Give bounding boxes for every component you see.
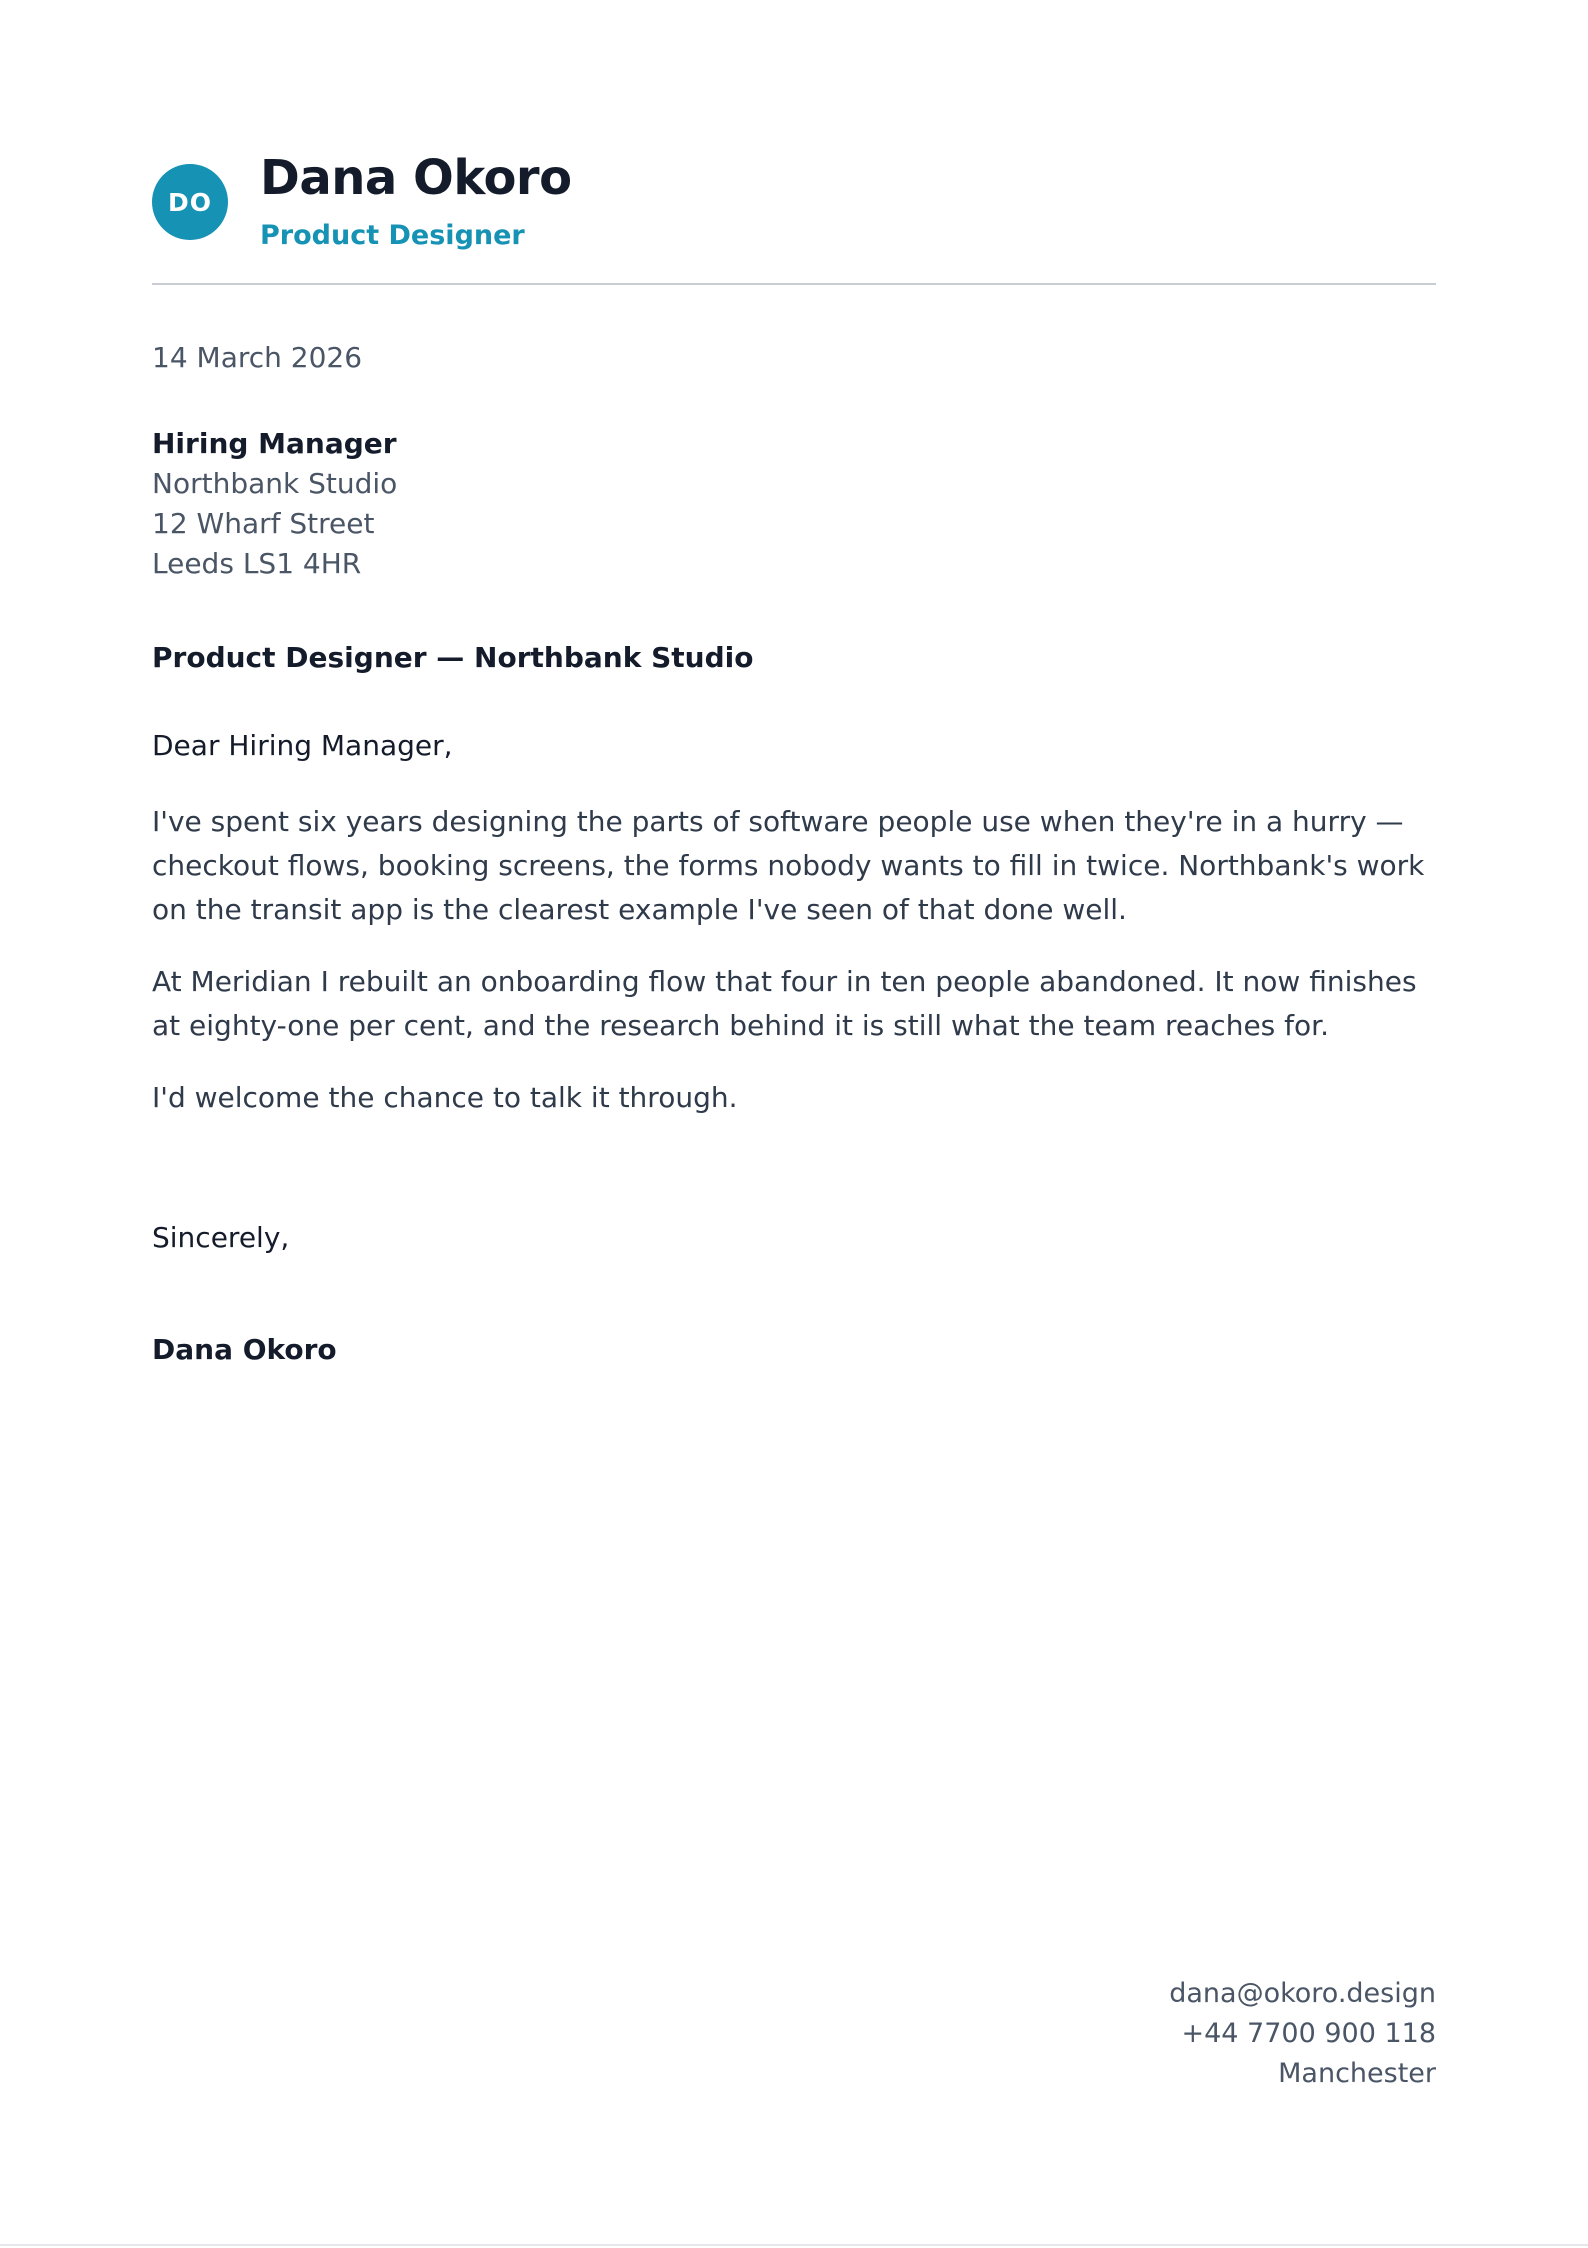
signature-name: Dana Okoro bbox=[152, 1333, 337, 1366]
salutation: Dear Hiring Manager, bbox=[152, 729, 453, 762]
letter-subject: Product Designer — Northbank Studio bbox=[152, 641, 754, 674]
body-paragraph: I've spent six years designing the parts of software people use when they're in a hurry — checkout flows, booking screens, the forms nobody wants to fill in twice. Northbank's work on the transit app is the clearest example I've seen of that done well. bbox=[152, 805, 1425, 926]
sender-role: Product Designer bbox=[260, 220, 525, 251]
recipient-address-line2: Leeds LS1 4HR bbox=[152, 547, 362, 580]
body-paragraph: At Meridian I rebuilt an onboarding flow that four in ten people abandoned. It now finishes at eighty-one per cent, and the research behind it is still what the team reaches for. bbox=[152, 965, 1417, 1042]
contact-block bbox=[1169, 1974, 1436, 2094]
closing: Sincerely, bbox=[152, 1221, 290, 1254]
contact-phone[interactable]: +44 7700 900 118 bbox=[1181, 2018, 1436, 2049]
letter-header bbox=[152, 148, 1436, 284]
recipient-company: Northbank Studio bbox=[152, 467, 398, 500]
header-divider bbox=[152, 283, 1436, 285]
contact-email[interactable]: dana@okoro.design bbox=[1169, 1978, 1436, 2009]
contact-location: Manchester bbox=[1278, 2058, 1436, 2089]
letter-date: 14 March 2026 bbox=[152, 341, 363, 374]
page-bottom-edge bbox=[0, 2244, 1588, 2246]
avatar: DO bbox=[152, 164, 228, 240]
sender-name: Dana Okoro bbox=[260, 150, 572, 206]
recipient-block bbox=[152, 424, 952, 584]
recipient-address-line1: 12 Wharf Street bbox=[152, 507, 375, 540]
recipient-name: Hiring Manager bbox=[152, 427, 397, 460]
body-paragraph: I'd welcome the chance to talk it through. bbox=[152, 1081, 738, 1114]
letter-body bbox=[152, 800, 1442, 1148]
